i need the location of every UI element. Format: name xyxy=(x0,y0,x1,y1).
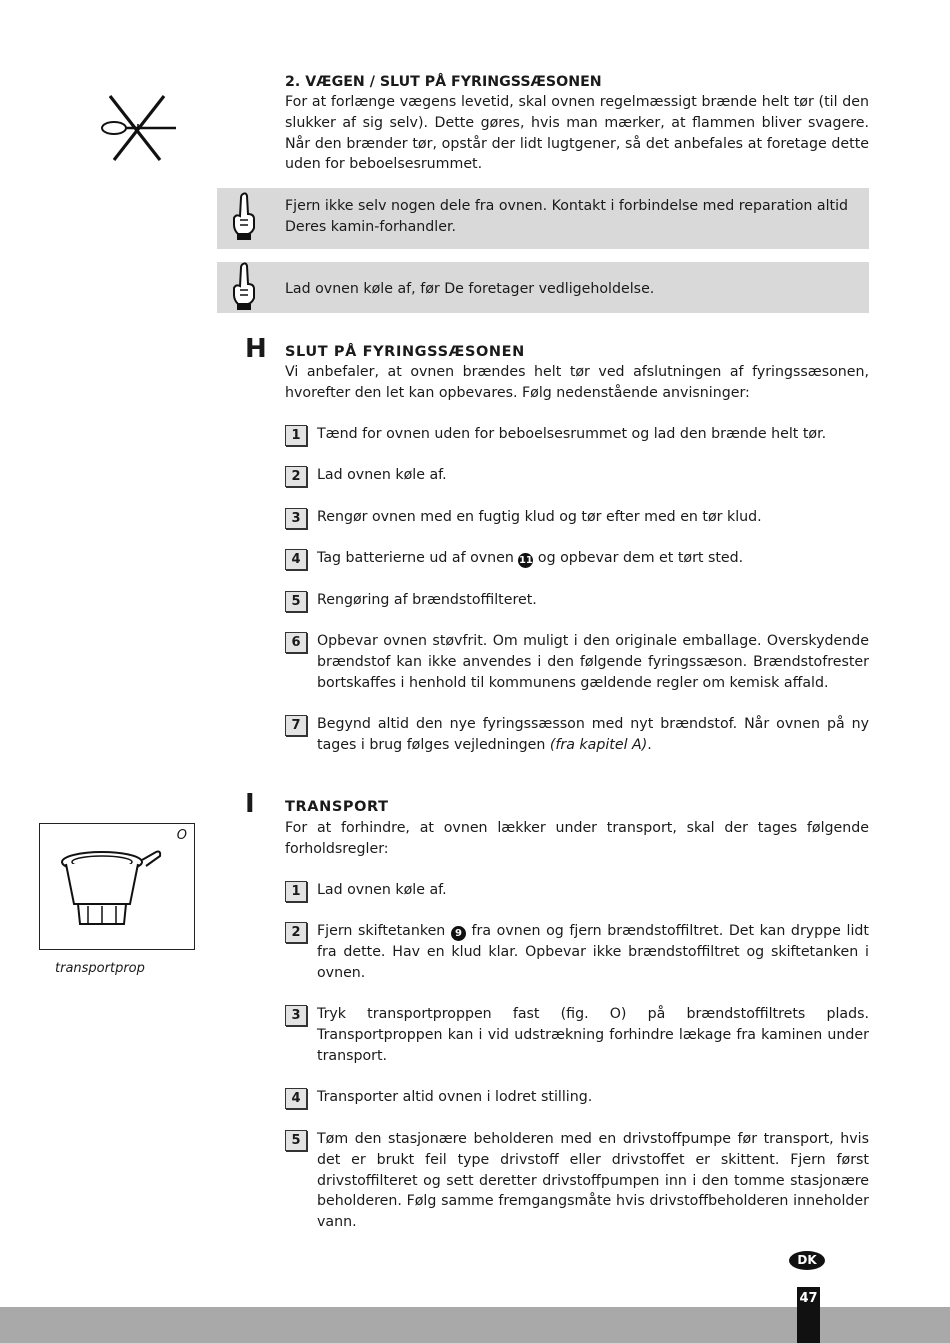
figure-caption: transportprop xyxy=(55,961,145,976)
step-text: Tag batterierne ud af ovnen 11 og opbevar dem et tørt sted. xyxy=(317,550,744,566)
step-text: Tøm den stasjonære beholderen med en drivstoffpumpe før transport, hvis det er brukt feil type drivstoff eller drivstoffet er skittent. Fjern først drivstoffilteret og sett deretter drivstoffpumpen inn i den tomme stasjonære beholderen. Følg samme fremgangsmåte hvis drivstoffbeholderen inneholder vann. xyxy=(317,1131,869,1231)
reference-number-badge: 11 xyxy=(518,555,533,566)
step-number: 1 xyxy=(285,425,307,446)
step-number: 5 xyxy=(285,1130,307,1151)
step-number: 3 xyxy=(285,508,307,529)
hand-pointing-icon xyxy=(230,192,260,244)
section-i-intro: For at forhindre, at ovnen lækker under transport, skal der tages følgende forholdsregler: xyxy=(285,820,869,857)
note-text-2: Lad ovnen køle af, før De foretager vedligeholdelse. xyxy=(285,281,655,297)
step-text: Fjern skiftetanken 9 fra ovnen og fjern brændstoffiltret. Det kan dryppe lidt fra dette. Hav en klud klar. Opbevar ikke brændstoffiltret og skiftetanken i ovnen. xyxy=(317,923,869,981)
transport-plug-icon xyxy=(58,842,168,932)
step-number: 3 xyxy=(285,1005,307,1026)
step-number: 1 xyxy=(285,881,307,902)
step-text: Lad ovnen køle af. xyxy=(317,882,447,898)
step-text: Tænd for ovnen uden for beboelsesrummet og lad den brænde helt tør. xyxy=(317,426,827,442)
language-badge: DK xyxy=(789,1251,825,1270)
step-text: Rengøring af brændstoffilteret. xyxy=(317,592,537,608)
step-text: Transporter altid ovnen i lodret stilling. xyxy=(317,1089,593,1105)
step-number: 2 xyxy=(285,922,307,943)
page-number: 47 xyxy=(797,1287,820,1343)
hand-pointing-icon xyxy=(230,262,260,312)
step-text: Rengør ovnen med en fugtig klud og tør efter med en tør klud. xyxy=(317,509,762,525)
section-h-letter: H xyxy=(245,334,267,364)
note-text-1: Fjern ikke selv nogen dele fra ovnen. Kontakt i forbindelse med reparation altid Deres kamin-forhandler. xyxy=(285,198,849,235)
figure-label: O xyxy=(176,828,187,843)
step-number: 2 xyxy=(285,466,307,487)
section-h-intro: Vi anbefaler, at ovnen brændes helt tør ved afslutningen af fyringssæsonen, hvorefter den let kan opbevares. Følg nedenstående anvisninger: xyxy=(285,364,869,401)
step-number: 7 xyxy=(285,715,307,736)
no-tools-icon xyxy=(98,92,178,162)
section-2-body: For at forlænge vægens levetid, skal ovnen regelmæssigt brænde helt tør (til den slukker af sig selv). Dette gøres, hvis man mærker, at flammen bliver svagere. Når den brænder tør, opstår der lidt lugtgener, så det anbefales at foretage dette uden for beboelsesrummet. xyxy=(285,94,869,173)
step-number: 6 xyxy=(285,632,307,653)
step-number: 4 xyxy=(285,549,307,570)
step-text: Begynd altid den nye fyringssæsson med nyt brændstof. Når ovnen på ny tages i brug følges vejledningen (fra kapitel A). xyxy=(317,716,869,753)
step-text: Lad ovnen køle af. xyxy=(317,467,447,483)
section-i-letter: I xyxy=(245,789,255,819)
step-text: Opbevar ovnen støvfrit. Om muligt i den originale emballage. Overskydende brændstof kan ikke anvendes i den følgende fyringssæson. Brændstofrester bortskaffes i henhold til kommunens gældende regler om kemisk affald. xyxy=(317,633,869,691)
section-i-title: TRANSPORT xyxy=(285,799,389,815)
step-text: Tryk transportproppen fast (fig. O) på brændstoffiltrets plads. Transportproppen kan i vid udstrækning forhindre lækage fra kaminen under transport. xyxy=(317,1006,869,1064)
figure-frame xyxy=(39,823,195,950)
reference-number-badge: 9 xyxy=(451,926,466,941)
step-number: 5 xyxy=(285,591,307,612)
section-h-title: SLUT PÅ FYRINGSSÆSONEN xyxy=(285,344,525,360)
section-2-title: 2. VÆGEN / SLUT PÅ FYRINGSSÆSONEN xyxy=(285,74,602,90)
step-number: 4 xyxy=(285,1088,307,1109)
